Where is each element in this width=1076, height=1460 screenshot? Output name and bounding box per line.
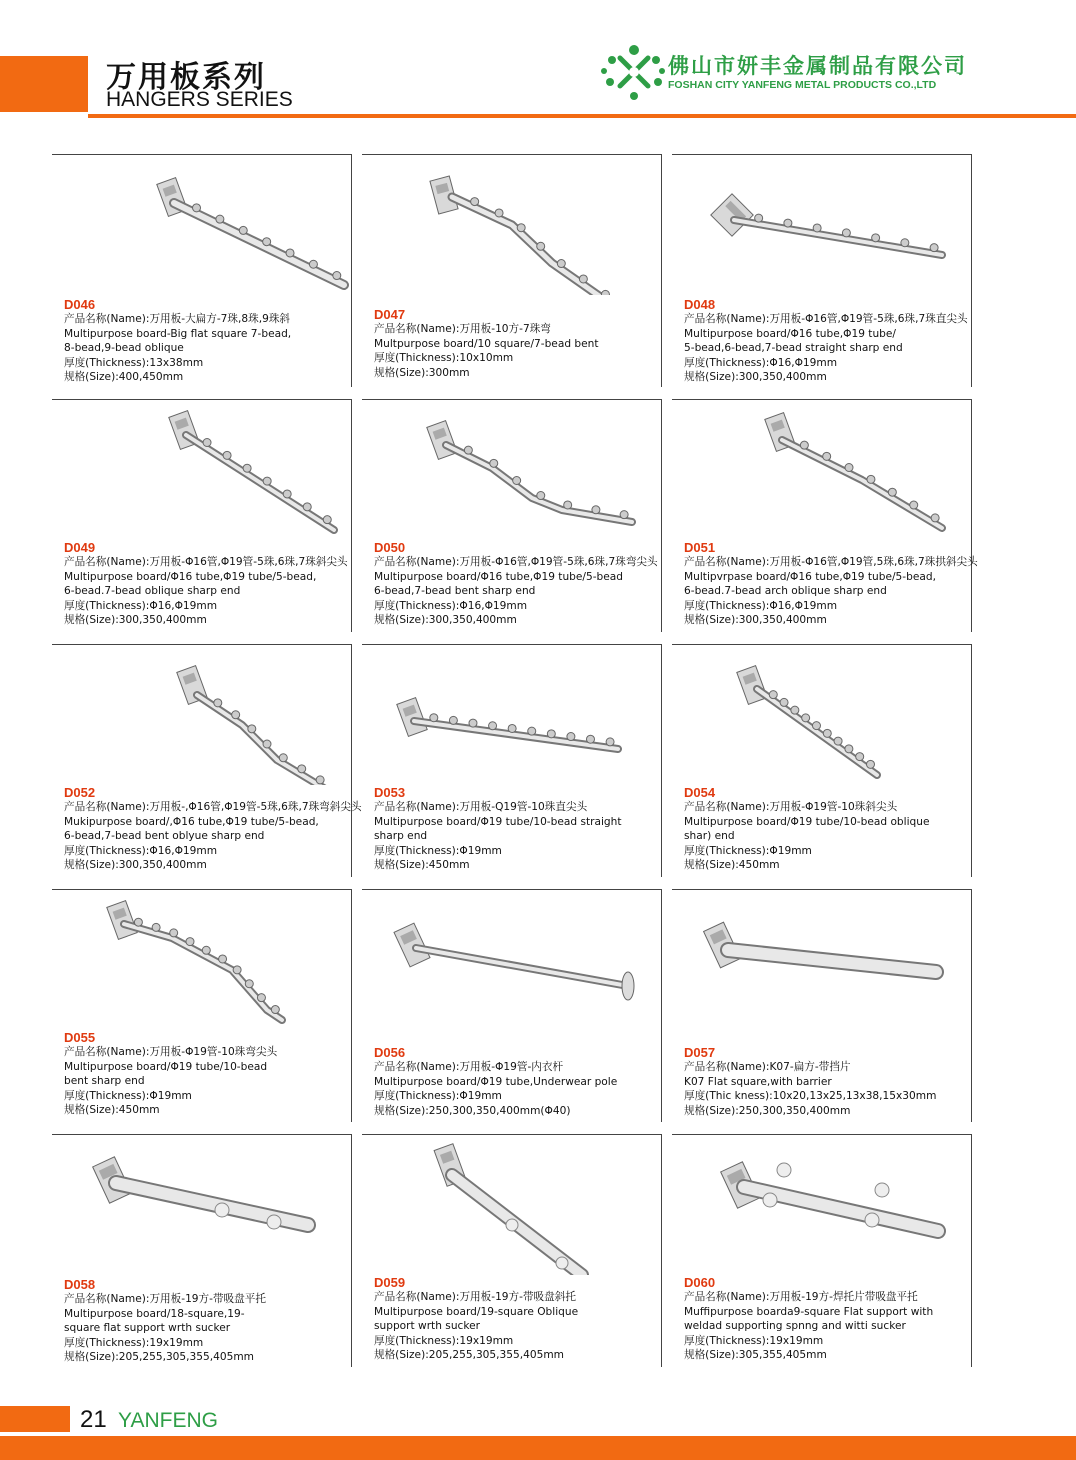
product-code: D057 [684, 1045, 716, 1060]
product-size: 规格(Size):300,350,400mm [374, 614, 517, 627]
product-thickness: 厚度(Thickness):Φ16,Φ19mm [684, 356, 838, 369]
product-image [672, 155, 972, 295]
product-desc-line: support wrth sucker [374, 1320, 480, 1333]
product-code: D060 [684, 1275, 716, 1290]
product-desc-line: 5-bead,6-bead,7-bead straight sharp end [684, 342, 903, 355]
page-number: 21 [80, 1406, 107, 1433]
page-title-cn: 万用板系列 [106, 60, 266, 95]
product-image [52, 645, 352, 785]
product-name: 产品名称(Name):万用板-19方-焊托片带吸盘平托 [684, 1291, 918, 1303]
header-accent-bar [0, 56, 88, 112]
product-info [374, 785, 657, 873]
product-desc-line: Multipurpose board/Φ19 tube/10-bead oblique [684, 815, 930, 828]
product-code: D056 [374, 1045, 406, 1060]
product-thickness: 厚度(Thickness):19x19mm [684, 1334, 824, 1347]
product-desc-line: Multipurpose board/Φ19 tube/10-bead [64, 1060, 268, 1073]
product-code: D051 [684, 540, 716, 555]
product-card [672, 154, 972, 387]
product-name: 产品名称(Name):万用板-Φ16管,Φ19管-5珠,6珠,7珠斜尖头 [64, 556, 348, 568]
product-thickness: 厚度(Thickness):19x19mm [64, 1336, 204, 1349]
product-size: 规格(Size):300,350,400mm [684, 371, 827, 384]
product-desc-line: Multipurpose board/Φ19 tube/10-bead straight [374, 815, 622, 828]
product-desc-line: 6-bead.7-bead oblique sharp end [64, 585, 241, 598]
product-image [672, 400, 972, 540]
product-image [362, 400, 662, 540]
product-size: 规格(Size):305,355,405mm [684, 1349, 827, 1362]
product-desc-line: sharp end [374, 830, 428, 843]
product-desc-line: square flat support wrth sucker [64, 1322, 231, 1335]
product-thickness: 厚度(Thickness):Φ19mm [374, 844, 502, 857]
product-info [64, 540, 347, 628]
product-code: D053 [374, 785, 406, 800]
product-info [374, 1275, 657, 1363]
product-desc-line: Multipvrpase board/Φ16 tube,Φ19 tube/5-bead, [684, 570, 936, 583]
product-thickness: 厚度(Thickness):Φ19mm [64, 1089, 192, 1102]
product-thickness: 厚度(Thickness):19x19mm [374, 1334, 514, 1347]
product-desc-line: Multipurpose board/Φ16 tube,Φ19 tube/ [684, 327, 896, 340]
product-desc-line: K07 Flat square,with barrier [684, 1075, 832, 1088]
company-name-cn: 佛山市妍丰金属制品有限公司 [668, 54, 967, 78]
footer-rule [0, 1436, 1076, 1460]
product-name: 产品名称(Name):万用板-10方-7珠弯 [374, 323, 551, 335]
product-name: 产品名称(Name):万用板-,Φ16管,Φ19管-5珠,6珠,7珠弯斜尖头 [64, 801, 362, 813]
product-thickness: 厚度(Thickness):Φ16,Φ19mm [64, 599, 218, 612]
product-info [64, 785, 362, 873]
footer-brand: YANFENG [118, 1409, 218, 1432]
product-code: D049 [64, 540, 96, 555]
product-size: 规格(Size):250,300,350,400mm(Φ40) [374, 1104, 571, 1117]
product-card [362, 154, 662, 387]
product-card [362, 399, 662, 632]
product-desc-line: bent sharp end [64, 1075, 145, 1088]
product-image [362, 645, 662, 785]
product-desc-line: Multipurpose board-Big flat square 7-bead, [64, 327, 292, 340]
product-size: 规格(Size):450mm [64, 1104, 160, 1117]
footer-accent-bar [0, 1406, 70, 1432]
product-image [52, 155, 352, 295]
product-image [672, 645, 972, 785]
product-size: 规格(Size):205,255,305,355,405mm [64, 1351, 254, 1364]
product-card [672, 644, 972, 877]
product-code: D059 [374, 1275, 406, 1290]
page-title-en: HANGERS SERIES [106, 88, 293, 111]
product-card [672, 399, 978, 632]
product-name: 产品名称(Name):万用板-大扁方-7珠,8珠,9珠斜 [64, 313, 291, 325]
product-image [362, 890, 662, 1030]
product-size: 规格(Size):450mm [684, 859, 780, 872]
product-code: D047 [374, 307, 406, 322]
product-name: 产品名称(Name):万用板-19方-带吸盘斜托 [374, 1291, 576, 1303]
product-size: 规格(Size):300,350,400mm [64, 859, 207, 872]
product-desc-line: 6-bead,7-bead bent sharp end [374, 585, 536, 598]
product-card [672, 1134, 972, 1367]
product-image [362, 1135, 662, 1275]
product-desc-line: Multpurpose board/10 square/7-bead bent [374, 337, 599, 350]
product-code: D055 [64, 1030, 96, 1045]
product-desc-line: Muffipurpose boarda9-square Flat support with [684, 1305, 934, 1318]
header-rule [88, 114, 1076, 118]
product-size: 规格(Size):300,350,400mm [684, 614, 827, 627]
company-logo-icon [600, 40, 668, 104]
product-card [52, 399, 352, 632]
product-desc-line: 6-bead,7-bead bent oblyue sharp end [64, 830, 265, 843]
product-name: 产品名称(Name):万用板-Φ16管,Φ19管-5珠,6珠,7珠弯尖头 [374, 556, 658, 568]
product-code: D054 [684, 785, 716, 800]
product-name: 产品名称(Name):万用板-Φ19管-10珠斜尖头 [684, 801, 898, 813]
product-image [672, 1135, 972, 1275]
product-code: D052 [64, 785, 96, 800]
product-size: 规格(Size):400,450mm [64, 371, 184, 384]
product-card [52, 644, 362, 877]
product-desc-line: 6-bead.7-bead arch oblique sharp end [684, 585, 887, 598]
product-size: 规格(Size):450mm [374, 859, 470, 872]
product-card [362, 889, 662, 1122]
product-info [684, 540, 978, 628]
product-size: 规格(Size):250,300,350,400mm [684, 1104, 851, 1117]
product-card [362, 1134, 662, 1367]
product-info [374, 307, 657, 380]
product-card [362, 644, 662, 877]
product-card [52, 889, 352, 1122]
product-name: 产品名称(Name):万用板-Φ16管,Φ19管-5珠,6珠,7珠直尖头 [684, 313, 968, 325]
product-image [52, 890, 352, 1030]
product-name: 产品名称(Name):万用板-Q19管-10珠直尖头 [374, 801, 588, 813]
product-name: 产品名称(Name):万用板-19方-带吸盘平托 [64, 1293, 266, 1305]
product-thickness: 厚度(Thic kness):10x20,13x25,13x38,15x30mm [684, 1090, 937, 1103]
product-code: D046 [64, 297, 96, 312]
product-thickness: 厚度(Thickness):10x10mm [374, 352, 514, 365]
product-name: 产品名称(Name):万用板-Φ19管-10珠弯尖头 [64, 1046, 278, 1058]
product-image [672, 890, 972, 1030]
product-info [374, 1045, 657, 1118]
product-name: 产品名称(Name):万用板-Φ19管-内衣杆 [374, 1061, 564, 1073]
product-image [52, 400, 352, 540]
product-info [684, 1045, 967, 1118]
product-thickness: 厚度(Thickness):Φ16,Φ19mm [374, 599, 528, 612]
product-card [52, 1134, 352, 1367]
product-info [64, 1277, 347, 1365]
product-info [64, 297, 347, 385]
product-info [684, 785, 967, 873]
product-desc-line: shar) end [684, 830, 735, 843]
product-info [64, 1030, 347, 1118]
product-desc-line: Multipurpose board/18-square,19- [64, 1307, 245, 1320]
product-thickness: 厚度(Thickness):Φ19mm [374, 1090, 502, 1103]
product-card [672, 889, 972, 1122]
product-info [374, 540, 657, 628]
product-size: 规格(Size):300mm [374, 366, 470, 379]
product-size: 规格(Size):205,255,305,355,405mm [374, 1349, 564, 1362]
product-thickness: 厚度(Thickness):Φ16,Φ19mm [64, 844, 218, 857]
product-thickness: 厚度(Thickness):13x38mm [64, 356, 204, 369]
product-name: 产品名称(Name):K07-扁方-带挡片 [684, 1061, 851, 1073]
product-desc-line: Multipurpose board/19-square Oblique [374, 1305, 579, 1318]
product-size: 规格(Size):300,350,400mm [64, 614, 207, 627]
product-thickness: 厚度(Thickness):Φ19mm [684, 844, 812, 857]
product-info [684, 1275, 967, 1363]
product-desc-line: Multipurpose board/Φ16 tube,Φ19 tube/5-bead [374, 570, 624, 583]
product-code: D050 [374, 540, 406, 555]
product-image [52, 1135, 352, 1275]
company-name-en: FOSHAN CITY YANFENG METAL PRODUCTS CO.,LTD [668, 79, 937, 91]
product-desc-line: Mukipurpose board/,Φ16 tube,Φ19 tube/5-bead, [64, 815, 319, 828]
product-image [362, 155, 662, 295]
product-name: 产品名称(Name):万用板-Φ16管,Φ19管,5珠,6珠,7珠拱斜尖头 [684, 556, 978, 568]
product-code: D058 [64, 1277, 96, 1292]
product-card [52, 154, 352, 387]
product-code: D048 [684, 297, 716, 312]
product-desc-line: weldad supporting spnng and witti sucker [684, 1320, 906, 1333]
product-info [684, 297, 967, 385]
product-thickness: 厚度(Thickness):Φ16,Φ19mm [684, 599, 838, 612]
product-desc-line: Multipurpose board/Φ19 tube,Underwear pole [374, 1075, 618, 1088]
product-desc-line: 8-bead,9-bead oblique [64, 342, 184, 355]
product-desc-line: Multipurpose board/Φ16 tube,Φ19 tube/5-bead, [64, 570, 317, 583]
